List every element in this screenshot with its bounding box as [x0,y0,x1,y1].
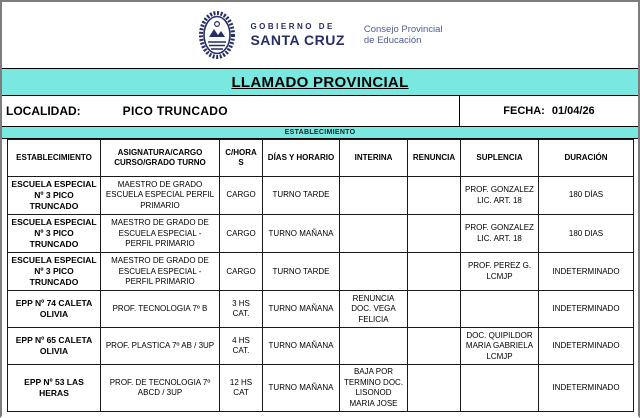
localidad-cell [2,96,460,126]
cell-c-horas: CARGO [220,177,263,215]
cell-c-horas: CARGO [220,215,263,253]
cell-dias-y-horario: TURNO TARDE [263,177,340,215]
cell-duracion: INDETERMINADO [539,365,634,412]
localidad-fecha-row [2,96,638,127]
table-header-row [8,140,634,177]
cell-renuncia [408,215,461,253]
cell-dias-y-horario: TURNO TARDE [263,253,340,291]
cell-suplencia: PROF. GONZALEZ LIC. ART. 18 [461,177,539,215]
cell-suplencia: DOC. QUIPILDOR MARIA GABRIELA LCMJP [461,328,539,365]
cell-duracion: 180 DÍAS [539,177,634,215]
cell-duracion: INDETERMINADO [539,328,634,365]
table-wrapper [2,139,638,412]
brand-header [2,2,638,68]
cell-asignatura: PROF. TECNOLOGIA 7º B [101,291,220,328]
cell-c-horas: 4 HS CAT. [220,328,263,365]
cell-suplencia: PROF. PEREZ G. LCMJP [461,253,539,291]
cell-c-horas: 12 HS CAT [220,365,263,412]
cell-interina [340,328,408,365]
gobierno-de-text: GOBIERNO DE [250,22,335,32]
consejo-line2: de Educación [363,35,422,46]
page-title: LLAMADO PROVINCIAL [231,73,409,91]
cell-asignatura: MAESTRO DE GRADO DE ESCUELA ESPECIAL - PERFIL PRIMARIO [101,215,220,253]
gobierno-wordmark [250,22,344,47]
cell-dias-y-horario: TURNO MAÑANA [263,215,340,253]
column-header-dias-y-horario: DÍAS Y HORARIO [263,140,340,177]
cell-renuncia [408,177,461,215]
cell-renuncia [408,365,461,412]
cell-duracion: INDETERMINADO [539,253,634,291]
table-row [8,253,634,291]
santa-cruz-crest-icon [197,10,237,60]
cell-duracion: INDETERMINADO [539,291,634,328]
column-header-renuncia: RENUNCIA [408,140,461,177]
column-header-asignatura: ASIGNATURA/CARGO CURSO/GRADO TURNO [101,140,220,177]
table-row [8,177,634,215]
establecimiento-band-label: ESTABLECIMIENTO [284,129,356,136]
cell-interina [340,253,408,291]
column-header-establecimiento: ESTABLECIMIENTO [8,140,101,177]
cell-establecimiento: EPP Nº 74 CALETA OLIVIA [8,291,101,328]
consejo-wordmark [358,24,443,47]
consejo-line1: Consejo Provincial [363,23,443,35]
llamado-table [7,139,634,412]
fecha-label: FECHA: [503,105,545,117]
cell-asignatura: PROF. DE TECNOLOGIA 7º ABCD / 3UP [101,365,220,412]
cell-establecimiento: ESCUELA ESPECIAL Nº 3 PICO TRUNCADO [8,253,101,291]
fecha-value: 01/04/26 [551,105,595,117]
cell-dias-y-horario: TURNO MAÑANA [263,365,340,412]
cell-suplencia: PROF. GONZALEZ LIC. ART. 18 [461,215,539,253]
table-row [8,328,634,365]
cell-dias-y-horario: TURNO MAÑANA [263,328,340,365]
cell-dias-y-horario: TURNO MAÑANA [263,291,340,328]
cell-c-horas: CARGO [220,253,263,291]
cell-asignatura: MAESTRO DE GRADO DE ESCUELA ESPECIAL - PERFIL PRIMARIO [101,253,220,291]
column-header-duracion: DURACIÓN [539,140,634,177]
column-header-c-horas: C/HORAS [220,140,263,177]
table-row [8,215,634,253]
cell-establecimiento: ESCUELA ESPECIAL Nº 3 PICO TRUNCADO [8,215,101,253]
localidad-label: LOCALIDAD: [6,104,81,118]
column-header-interina: INTERINA [340,140,408,177]
cell-suplencia [461,365,539,412]
table-body [8,177,634,412]
fecha-cell [460,96,638,126]
table-row [8,291,634,328]
cell-renuncia [408,253,461,291]
cell-c-horas: 3 HS CAT. [220,291,263,328]
cell-interina [340,215,408,253]
cell-asignatura: PROF. PLASTICA 7º AB / 3UP [101,328,220,365]
cell-suplencia [461,291,539,328]
localidad-value: PICO TRUNCADO [122,104,228,118]
cell-interina: BAJA POR TERMINO DOC. LISONOD MARIA JOSE [340,365,408,412]
cell-establecimiento: ESCUELA ESPECIAL Nº 3 PICO TRUNCADO [8,177,101,215]
establecimiento-band [2,127,638,139]
cell-duracion: 180 DIAS [539,215,634,253]
cell-asignatura: MAESTRO DE GRADO ESCUELA ESPECIAL PERFIL PRIMARIO [101,177,220,215]
column-header-suplencia: SUPLENCIA [461,140,539,177]
title-band [2,68,638,96]
cell-renuncia [408,328,461,365]
santa-cruz-text: SANTA CRUZ [250,31,345,48]
cell-establecimiento: EPP Nº 53 LAS HERAS [8,365,101,412]
cell-renuncia [408,291,461,328]
cell-establecimiento: EPP Nº 65 CALETA OLIVIA [8,328,101,365]
table-row [8,365,634,412]
cell-interina [340,177,408,215]
cell-interina: RENUNCIA DOC. VEGA FELICIA [340,291,408,328]
